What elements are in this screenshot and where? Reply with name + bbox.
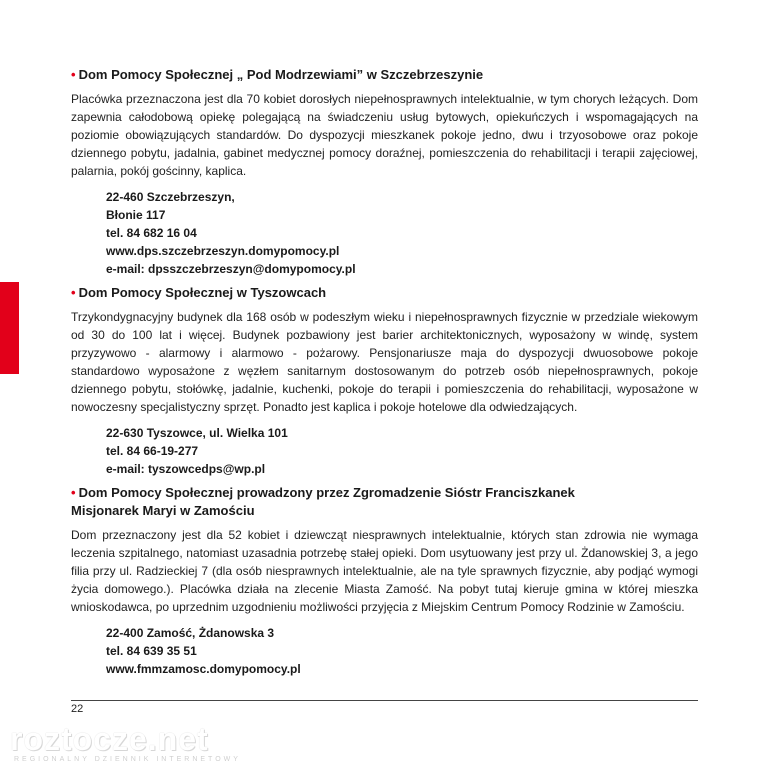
bullet-icon: • [71,485,76,500]
phone-line: tel. 84 66-19-277 [106,444,199,458]
phone-line: tel. 84 639 35 51 [106,644,197,658]
section-zamosc [71,484,698,678]
page-number: 22 [71,703,84,715]
watermark-subtitle: REGIONALNY DZIENNIK INTERNETOWY [14,756,241,763]
section-szczebrzeszyn [71,66,698,278]
footer-divider [71,700,698,701]
website-link[interactable]: www.dps.szczebrzeszyn.domypomocy.pl [106,244,340,258]
address-block [106,424,698,478]
address-line: Błonie 117 [106,208,166,222]
section-body: Trzykondygnacyjny budynek dla 168 osób w podeszłym wieku i niepełnosprawnych fizycznie w przedziale wiekowym od 30 do 100 lat i więcej. Budynek pozbawiony jest barier architektonicznych, wyposażony w windę, system przyzywowo - alarmowy i alarmowo - pożarowy. Pensjonariusze maja do dyspozycji dwuosobowe pokoje standardowo wyposażone z węzłem sanitarnym dostosowanym do potrzeb osób niepełnosprawnych, pokoje dziennego pobytu, stołówkę, jadalnie, kuchenki, pokoje do terapii i pomieszczenia do rehabilitacji, wyposażone w nowoczesny specjalistyczny sprzęt. Ponadto jest kaplica i pokoje hotelowe dla odwiedzających. [71,310,698,414]
red-side-tab [0,282,19,374]
address-line: 22-630 Tyszowce, ul. Wielka 101 [106,426,288,440]
section-heading: • Dom Pomocy Społecznej prowadzony przez Zgromadzenie Sióstr Franciszkanek Misjonarek Maryi w Zamościu [71,485,575,518]
website-link[interactable]: www.fmmzamosc.domypomocy.pl [106,662,301,676]
address-block [106,624,698,678]
section-body: Dom przeznaczony jest dla 52 kobiet i dziewcząt niesprawnych intelektualnie, których stan zdrowia nie wymaga leczenia szpitalnego, natomiast uzasadnia potrzebę stałej opieki. Dom usytuowany jest przy ul. Żdanowskiej 3, a jego filia przy ul. Radzieckiej 7 (dla osób niesprawnych intelektualnie, ale na tyle sprawnych fizycznie, aby podjąć wymogi życia domowego.). Placówka działa na zlecenie Miasta Zamość. Na pobyt tutaj kieruje gmina w której mieszka wnioskodawca, po uprzednim uzgodnieniu możliwości przyjęcia z Miejskim Centrum Pomocy Rodzinie w Zamościu. [71,528,698,614]
address-block [106,188,698,278]
email-link[interactable]: e-mail: tyszowcedps@wp.pl [106,462,266,476]
section-heading: • Dom Pomocy Społecznej „ Pod Modrzewiami” w Szczebrzeszynie [71,67,484,82]
phone-line: tel. 84 682 16 04 [106,226,197,240]
watermark-logo: roztocze.net [10,721,209,757]
page-content [71,66,698,684]
section-tyszowce [71,284,698,478]
watermark [10,722,241,763]
bullet-icon: • [71,285,76,300]
section-body: Placówka przeznaczona jest dla 70 kobiet dorosłych niepełnosprawnych intelektualnie, w tym chorych leżących. Dom zapewnia całodobową opiekę polegającą na świadczeniu usług bytowych, opiekuńczych i wspomagających na poziomie obowiązujących standardów. Do dyspozycji mieszkanek pokoje jedno, dwu i trzyosobowe oraz pokoje dziennego pobytu, jadalnia, gabinet medycznej pomocy doraźnej, pomieszczenia do rehabilitacji i terapii zajęciowej, palarnia, pokój gościnny, kaplica. [71,92,698,178]
address-line: 22-460 Szczebrzeszyn, [106,190,235,204]
email-link[interactable]: e-mail: dpsszczebrzeszyn@domypomocy.pl [106,262,356,276]
bullet-icon: • [71,67,76,82]
address-line: 22-400 Zamość, Żdanowska 3 [106,626,275,640]
section-heading: • Dom Pomocy Społecznej w Tyszowcach [71,285,327,300]
